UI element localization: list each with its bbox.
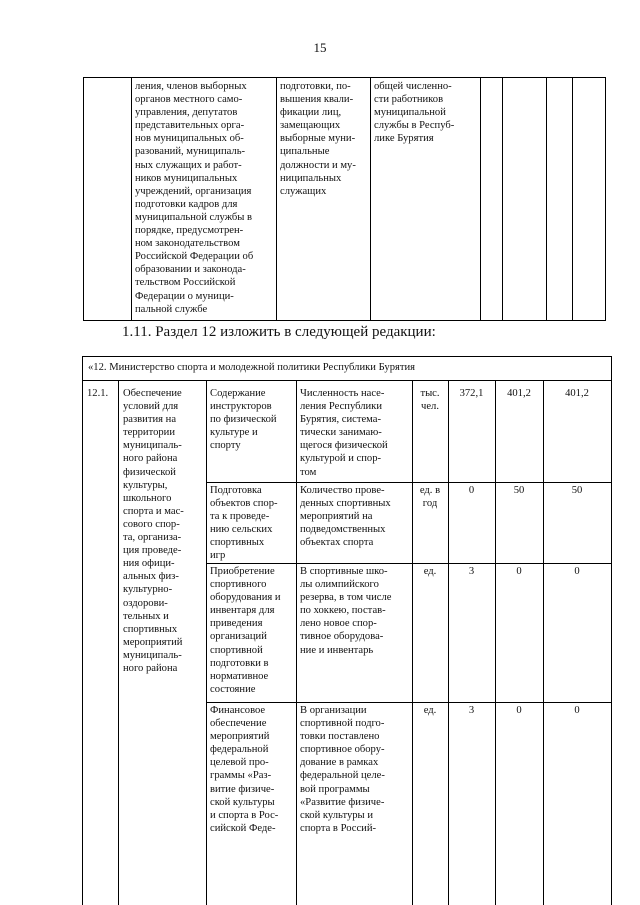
continued-measure-cell: ления, членов выборных органов местного само- управления, депутатов представительных орга- нов муниципальных об- разований, муниципаль- ных служащих и работ- ников муниципальных учреждений, организация подготовки кадров для муниципальной службы в порядке, предусмотрен- ном законодательством Российской Федерации об образовании и законода- тельством Российской Федерации о муници- пальной службе — [135, 81, 254, 315]
col-divider — [370, 78, 371, 320]
col-divider — [495, 380, 496, 905]
row1-value-3: 401,2 — [565, 388, 589, 399]
row2-value-1: 0 — [468, 485, 475, 496]
page-number: 15 — [313, 40, 327, 55]
row-divider — [83, 380, 611, 381]
row3-direction: Приобретение спортивного оборудования и инвентаря для приведения организаций спортивной подготовки в нормативное состояние — [210, 566, 281, 695]
continued-indicator-cell: общей численно- сти работников муниципальной службы в Респуб- лике Бурятия — [374, 81, 455, 145]
row4-value-2: 0 — [516, 705, 522, 716]
row2-indicator: Количество прове- денных спортивных мероприятий на подведомственных объектах спорта — [300, 485, 391, 549]
col-divider — [546, 78, 547, 320]
row-divider — [206, 482, 611, 483]
row1-unit: тыс. чел. — [420, 388, 440, 412]
row4-unit: ед. — [423, 705, 437, 716]
row3-value-2: 0 — [516, 566, 522, 577]
row3-value-3: 0 — [574, 566, 580, 577]
row2-unit: ед. в год — [419, 485, 441, 509]
col-divider — [480, 78, 481, 320]
item-number: 12.1. — [87, 388, 109, 399]
row1-value-2: 401,2 — [507, 388, 531, 399]
col-divider — [206, 380, 207, 905]
task-cell: Обеспечение условий для развития на территории муниципаль- ного района физической культуры, школьного спорта и мас- сового спор- та, организа- ция проведе- ния офици- альных физ- культурно- оздорови- тельных и спортивных мероприятий муниципаль- ного района — [123, 388, 184, 674]
col-divider — [502, 78, 503, 320]
continued-table — [83, 77, 606, 321]
col-divider — [131, 78, 132, 320]
row3-value-1: 3 — [468, 566, 475, 577]
row2-value-2: 50 — [513, 485, 525, 496]
row-divider — [206, 702, 611, 703]
section-table — [82, 356, 612, 905]
row-divider — [206, 563, 611, 564]
row4-value-1: 3 — [468, 705, 475, 716]
col-divider — [276, 78, 277, 320]
section-heading: 1.11. Раздел 12 изложить в следующей редакции: — [122, 324, 436, 340]
row3-indicator: В спортивные шко- лы олимпийского резерва, в том числе по хоккею, постав- лено новое спор- тивное оборудова- ние и инвентарь — [300, 566, 392, 656]
section-title: «12. Министерство спорта и молодежной политики Республики Бурятия — [88, 362, 416, 373]
col-divider — [296, 380, 297, 905]
row1-value-1: 372,1 — [459, 388, 484, 399]
col-divider — [572, 78, 573, 320]
row1-indicator: Численность насе- ления Республики Бурятия, система- тически занимаю- щегося физической культурой и спор- том — [300, 388, 388, 478]
col-divider — [118, 380, 119, 905]
row2-direction: Подготовка объектов спор- та к проведе- нию сельских спортивных игр — [210, 485, 278, 562]
col-divider — [412, 380, 413, 905]
continued-direction-cell: подготовки, по- вышения квали- фикации лиц, замещающих выборные муни- ципальные должности и му- ниципальных служащих — [280, 81, 356, 197]
row2-value-3: 50 — [571, 485, 583, 496]
row1-direction: Содержание инструкторов по физической культуре и спорту — [210, 388, 277, 452]
col-divider — [543, 380, 544, 905]
row3-unit: ед. — [423, 566, 437, 577]
col-divider — [448, 380, 449, 905]
row4-indicator: В организации спортивной подго- товки поставлено спортивное обору- дование в рамках федеральной целе- вой программы «Развитие физиче- ской культуры и спорта в Россий- — [300, 705, 385, 834]
row4-value-3: 0 — [574, 705, 580, 716]
row4-direction: Финансовое обеспечение мероприятий федеральной целевой про- граммы «Раз- витие физиче- ской культуры и спорта в Рос- сийской Феде- — [210, 705, 279, 834]
